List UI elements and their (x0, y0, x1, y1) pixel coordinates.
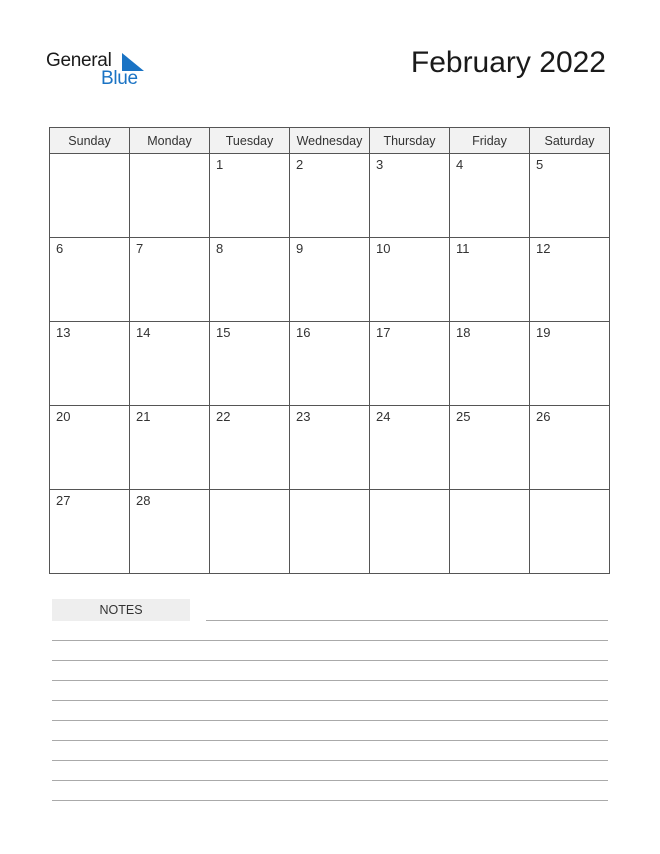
day-cell[interactable] (50, 406, 130, 490)
notes-line[interactable] (52, 740, 608, 741)
weekday-friday: Friday (450, 128, 530, 154)
weekday-tuesday: Tuesday (210, 128, 290, 154)
day-number: 12 (536, 241, 551, 256)
notes-line[interactable] (52, 760, 608, 761)
logo-word-general: General (46, 50, 112, 71)
day-number: 20 (56, 409, 71, 424)
day-cell[interactable] (370, 490, 450, 574)
day-cell[interactable] (290, 322, 370, 406)
notes-line[interactable] (52, 720, 608, 721)
day-number (50, 154, 129, 157)
day-cell[interactable] (290, 238, 370, 322)
day-number: 1 (216, 157, 224, 172)
day-number: 6 (56, 241, 64, 256)
notes-line[interactable] (52, 660, 608, 661)
day-number: 21 (136, 409, 151, 424)
day-number (530, 490, 609, 493)
day-cell[interactable] (530, 490, 610, 574)
day-cell[interactable] (130, 322, 210, 406)
day-number: 3 (376, 157, 384, 172)
day-number: 17 (376, 325, 391, 340)
notes-line[interactable] (52, 700, 608, 701)
day-number: 2 (296, 157, 304, 172)
logo-word-blue: Blue (101, 68, 138, 89)
day-cell[interactable] (290, 154, 370, 238)
week-row (50, 490, 610, 574)
day-number: 25 (456, 409, 471, 424)
notes-label: NOTES (52, 599, 190, 621)
day-number (130, 154, 209, 157)
day-cell[interactable] (450, 406, 530, 490)
day-cell[interactable] (130, 490, 210, 574)
notes-line[interactable] (52, 800, 608, 801)
day-number: 24 (376, 409, 391, 424)
day-cell[interactable] (210, 238, 290, 322)
notes-line[interactable] (206, 620, 608, 621)
day-cell[interactable] (210, 490, 290, 574)
day-cell[interactable] (530, 154, 610, 238)
weekday-wednesday: Wednesday (290, 128, 370, 154)
day-number: 28 (136, 493, 151, 508)
day-number (290, 490, 369, 493)
day-number (370, 490, 449, 493)
month-calendar (49, 127, 610, 574)
weekday-saturday: Saturday (530, 128, 610, 154)
day-cell[interactable] (130, 238, 210, 322)
day-number: 8 (216, 241, 224, 256)
day-number: 13 (56, 325, 71, 340)
day-cell[interactable] (370, 238, 450, 322)
day-number: 18 (456, 325, 471, 340)
day-number: 5 (536, 157, 544, 172)
weekday-sunday: Sunday (50, 128, 130, 154)
day-number: 15 (216, 325, 231, 340)
day-number: 22 (216, 409, 231, 424)
day-number (210, 490, 289, 493)
week-row (50, 238, 610, 322)
day-cell[interactable] (370, 322, 450, 406)
day-number: 4 (456, 157, 464, 172)
day-cell[interactable] (50, 238, 130, 322)
notes-line[interactable] (52, 680, 608, 681)
day-number: 7 (136, 241, 144, 256)
day-cell[interactable] (50, 490, 130, 574)
day-cell[interactable] (530, 238, 610, 322)
week-row (50, 322, 610, 406)
notes-line[interactable] (52, 640, 608, 641)
day-number: 14 (136, 325, 151, 340)
day-cell[interactable] (370, 406, 450, 490)
week-row (50, 406, 610, 490)
day-cell[interactable] (130, 154, 210, 238)
day-number: 16 (296, 325, 311, 340)
day-cell[interactable] (50, 322, 130, 406)
day-cell[interactable] (290, 490, 370, 574)
page-title: February 2022 (410, 46, 606, 79)
day-cell[interactable] (530, 406, 610, 490)
day-number: 10 (376, 241, 391, 256)
day-number: 9 (296, 241, 304, 256)
day-cell[interactable] (210, 406, 290, 490)
day-cell[interactable] (210, 322, 290, 406)
day-cell[interactable] (450, 490, 530, 574)
notes-line[interactable] (52, 780, 608, 781)
day-number: 19 (536, 325, 551, 340)
day-number: 26 (536, 409, 551, 424)
day-cell[interactable] (290, 406, 370, 490)
day-cell[interactable] (130, 406, 210, 490)
day-cell[interactable] (450, 322, 530, 406)
day-cell[interactable] (530, 322, 610, 406)
day-cell[interactable] (210, 154, 290, 238)
weekday-thursday: Thursday (370, 128, 450, 154)
weekday-monday: Monday (130, 128, 210, 154)
day-number: 11 (456, 241, 470, 256)
general-blue-logo (46, 50, 156, 92)
day-number: 27 (56, 493, 71, 508)
week-row (50, 154, 610, 238)
day-cell[interactable] (370, 154, 450, 238)
day-cell[interactable] (450, 154, 530, 238)
day-number (450, 490, 529, 493)
day-cell[interactable] (50, 154, 130, 238)
day-cell[interactable] (450, 238, 530, 322)
day-number: 23 (296, 409, 311, 424)
weekday-header-row (50, 128, 610, 154)
